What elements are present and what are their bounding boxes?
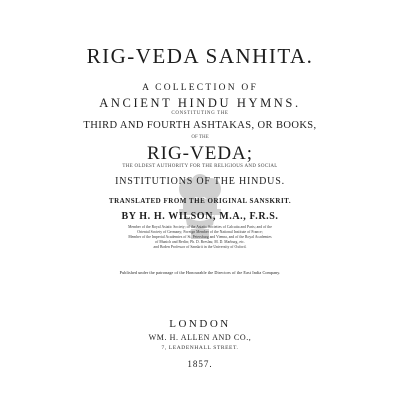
imprint-city: LONDON [169, 318, 231, 330]
subtitle-line-7: THE OLDEST AUTHORITY FOR THE RELIGIOUS AND SOCIAL [122, 164, 278, 169]
credential-line: Oriental Society of Germany; Foreign Member of the National Institute of France; [137, 230, 263, 234]
imprint-publisher: WM. H. ALLEN AND CO., [148, 333, 252, 342]
subtitle-line-3: CONSTITUTING THE [171, 111, 229, 116]
subtitle-line-4: THIRD AND FOURTH ASHTAKAS, OR BOOKS, [83, 120, 317, 131]
credential-line: of Munich and Berlin; Ph. D. Breslau; M. D. Marburg, etc. [155, 240, 245, 244]
book-title: RIG-VEDA SANHITA. [86, 44, 314, 68]
veda-title: RIG-VEDA; [146, 143, 254, 164]
imprint-address: 7, LEADENHALL STREET. [161, 345, 239, 351]
credential-line: Member of the Royal Asiatic Society; of the Asiatic Societies of Calcutta and Paris; and of the [128, 225, 272, 229]
author-line: BY H. H. WILSON, M.A., F.R.S. [121, 211, 279, 222]
credential-line: and Boden Professor of Sanskrit in the University of Oxford. [153, 245, 247, 249]
imprint-year: 1857. [187, 359, 213, 369]
subtitle-line-5: OF THE [191, 135, 209, 140]
credential-line: Member of the Imperial Academies of St. Petersburg and Vienna, and of the Royal Academies [128, 235, 272, 239]
translation-note: TRANSLATED FROM THE ORIGINAL SANSKRIT. [108, 197, 292, 205]
patronage-note: Published under the patronage of the Honourable the Directors of the East India Company. [119, 270, 281, 275]
subtitle-line-1: A COLLECTION OF [142, 83, 258, 93]
subtitle-line-2: ANCIENT HINDU HYMNS. [99, 96, 301, 110]
subtitle-line-8: INSTITUTIONS OF THE HINDUS. [115, 176, 285, 187]
